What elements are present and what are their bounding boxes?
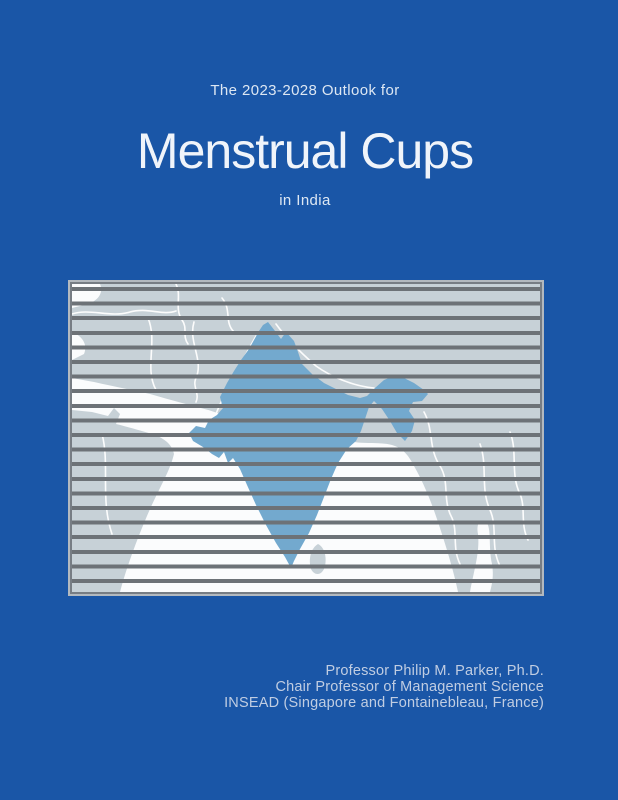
series-line: The 2023-2028 Outlook for [210, 82, 400, 99]
author-name: Professor Philip M. Parker, Ph.D. [325, 663, 544, 679]
map-panel [70, 282, 542, 594]
author-block [224, 663, 544, 711]
region-line: in India [279, 192, 331, 209]
author-affiliation: INSEAD (Singapore and Fontainebleau, France) [224, 695, 544, 711]
locator-map [72, 284, 540, 592]
small-island-shape [84, 519, 89, 524]
page-title: Menstrual Cups [136, 123, 474, 179]
author-title: Chair Professor of Management Science [275, 679, 544, 695]
